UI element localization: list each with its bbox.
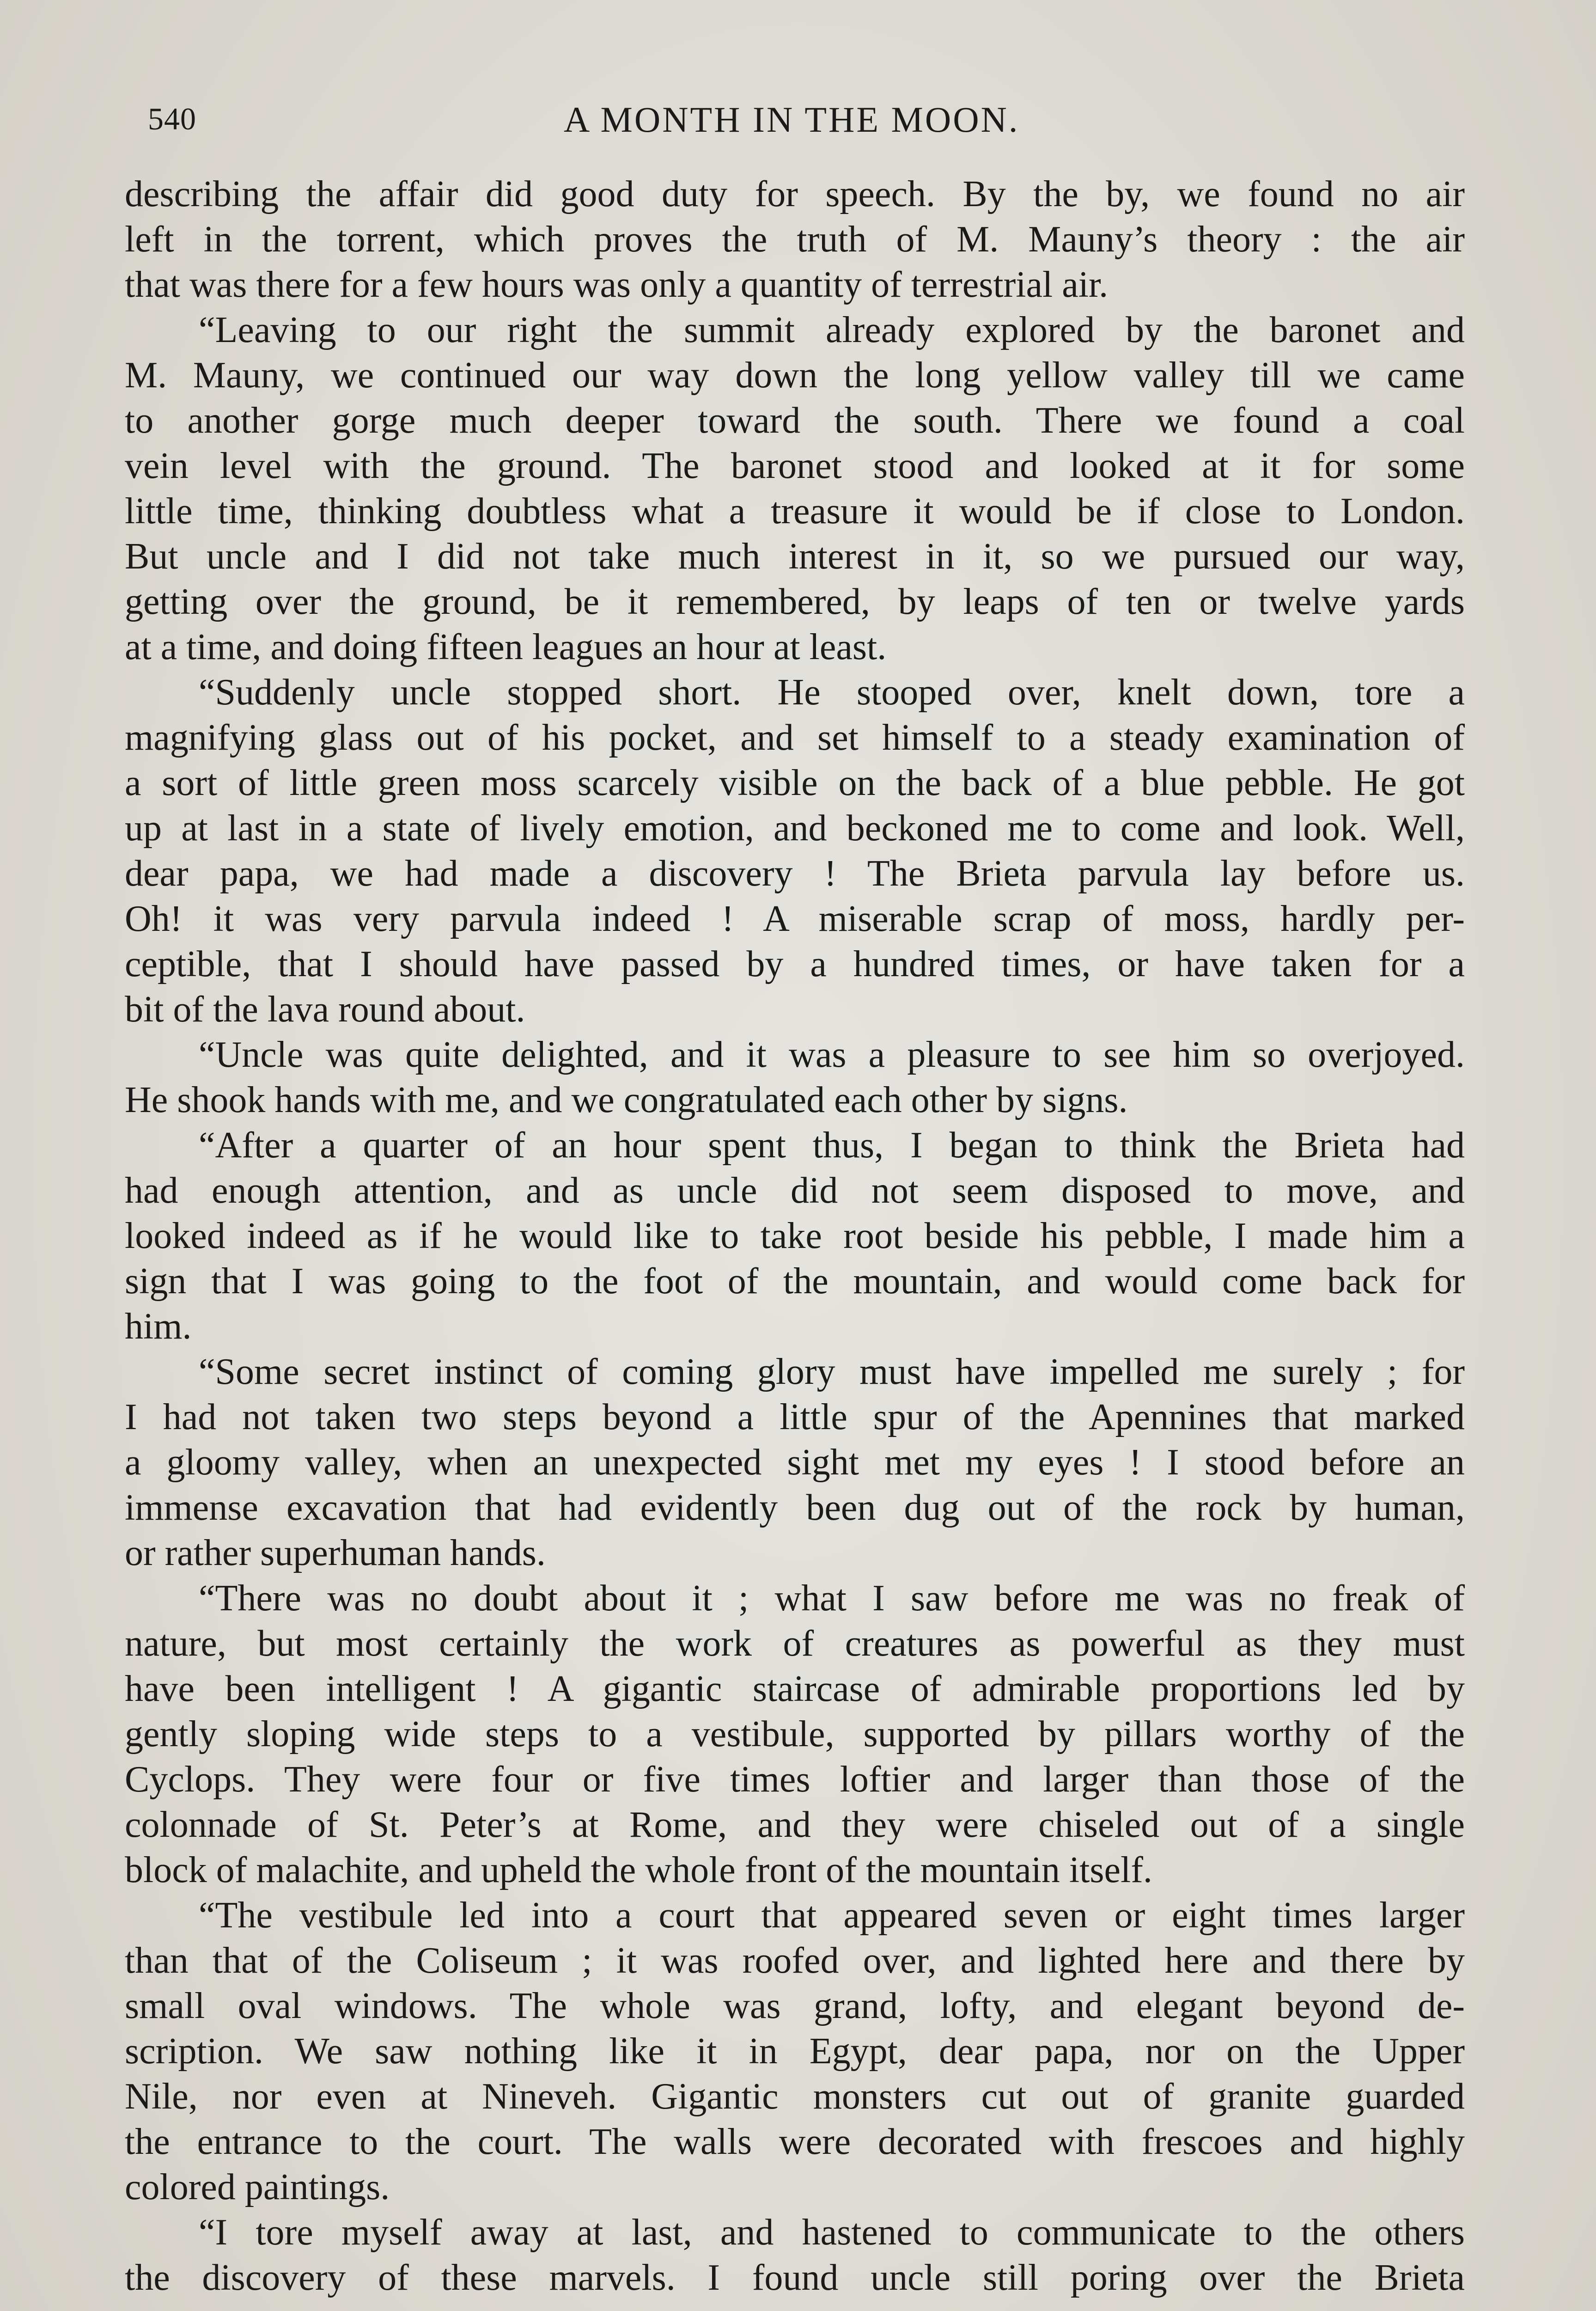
text-line: sign that I was going to the foot of the mountain, and would come back for (125, 1261, 1465, 1302)
text-line: to another gorge much deeper toward the south. There we found a coal (125, 400, 1465, 441)
text-line: than that of the Coliseum ; it was roofed over, and lighted here and there by (125, 1940, 1465, 1981)
text-line: magnifying glass out of his pocket, and set himself to a steady examination of (125, 717, 1465, 758)
text-line: him. (125, 1306, 192, 1347)
text-line: “After a quarter of an hour spent thus, I began to think the Brieta had (199, 1125, 1465, 1166)
text-line: colonnade of St. Peter’s at Rome, and they were chiseled out of a single (125, 1804, 1465, 1845)
text-line: colored paintings. (125, 2167, 390, 2207)
text-line: immense excavation that had evidently been dug out of the rock by human, (125, 1487, 1465, 1528)
text-line: the entrance to the court. The walls were decorated with frescoes and highly (125, 2121, 1465, 2162)
text-line: or rather superhuman hands. (125, 1533, 546, 1573)
text-line: “There was no doubt about it ; what I saw before me was no freak of (199, 1578, 1465, 1619)
text-line: have been intelligent ! A gigantic staircase of admirable proportions led by (125, 1669, 1465, 1709)
text-line: at a time, and doing fifteen leagues an hour at least. (125, 627, 887, 667)
text-line: scription. We saw nothing like it in Egypt, dear papa, nor on the Upper (125, 2031, 1465, 2072)
text-line: I had not taken two steps beyond a little spur of the Apennines that marked (125, 1397, 1465, 1437)
text-line: Nile, nor even at Nineveh. Gigantic monsters cut out of granite guarded (125, 2076, 1465, 2117)
text-line: small oval windows. The whole was grand, lofty, and elegant beyond de- (125, 1986, 1465, 2026)
text-line: “The vestibule led into a court that appeared seven or eight times larger (199, 1895, 1465, 1936)
text-line: a gloomy valley, when an unexpected sight met my eyes ! I stood before an (125, 1442, 1465, 1483)
text-line: “Uncle was quite delighted, and it was a pleasure to see him so overjoyed. (199, 1034, 1465, 1075)
text-line: that was there for a few hours was only a quantity of terrestrial air. (125, 264, 1109, 305)
text-line: the discovery of these marvels. I found uncle still poring over the Brieta (125, 2257, 1465, 2298)
text-line: “Suddenly uncle stopped short. He stooped over, knelt down, tore a (199, 672, 1465, 713)
text-line: left in the torrent, which proves the truth of M. Mauny’s theory : the air (125, 219, 1465, 260)
text-line: getting over the ground, be it remembered, by leaps of ten or twelve yards (125, 581, 1465, 622)
page-number: 540 (148, 101, 196, 136)
text-line: But uncle and I did not take much interest in it, so we pursued our way, (125, 536, 1465, 577)
text-line: little time, thinking doubtless what a treasure it would be if close to London. (125, 491, 1465, 532)
text-line: vein level with the ground. The baronet stood and looked at it for some (125, 446, 1465, 486)
text-line: gently sloping wide steps to a vestibule, supported by pillars worthy of the (125, 1714, 1465, 1755)
text-line: a sort of little green moss scarcely visible on the back of a blue pebble. He got (125, 763, 1465, 803)
text-line: nature, but most certainly the work of creatures as powerful as they must (125, 1623, 1465, 1664)
text-line: describing the affair did good duty for speech. By the by, we found no air (125, 174, 1465, 214)
text-line: had enough attention, and as uncle did not seem disposed to move, and (125, 1170, 1465, 1211)
text-line: “Some secret instinct of coming glory must have impelled me surely ; for (199, 1351, 1465, 1392)
text-line: “I tore myself away at last, and hastened to communicate to the others (199, 2212, 1465, 2253)
running-title: A MONTH IN THE MOON. (564, 99, 1020, 140)
text-line: M. Mauny, we continued our way down the long yellow valley till we came (125, 355, 1465, 396)
text-line: “Leaving to our right the summit already explored by the baronet and (199, 310, 1465, 350)
text-line: up at last in a state of lively emotion, and beckoned me to come and look. Well, (125, 808, 1465, 849)
text-line: looked indeed as if he would like to take root beside his pebble, I made him a (125, 1216, 1465, 1256)
text-line: block of malachite, and upheld the whole front of the mountain itself. (125, 1850, 1152, 1890)
text-line: Oh! it was very parvula indeed ! A miserable scrap of moss, hardly per- (125, 899, 1465, 939)
text-line: ceptible, that I should have passed by a hundred times, or have taken for a (125, 944, 1465, 984)
text-line: dear papa, we had made a discovery ! The Brieta parvula lay before us. (125, 853, 1465, 894)
text-line: Cyclops. They were four or five times loftier and larger than those of the (125, 1759, 1465, 1800)
text-line: bit of the lava round about. (125, 989, 525, 1030)
text-line: He shook hands with me, and we congratulated each other by signs. (125, 1080, 1128, 1120)
